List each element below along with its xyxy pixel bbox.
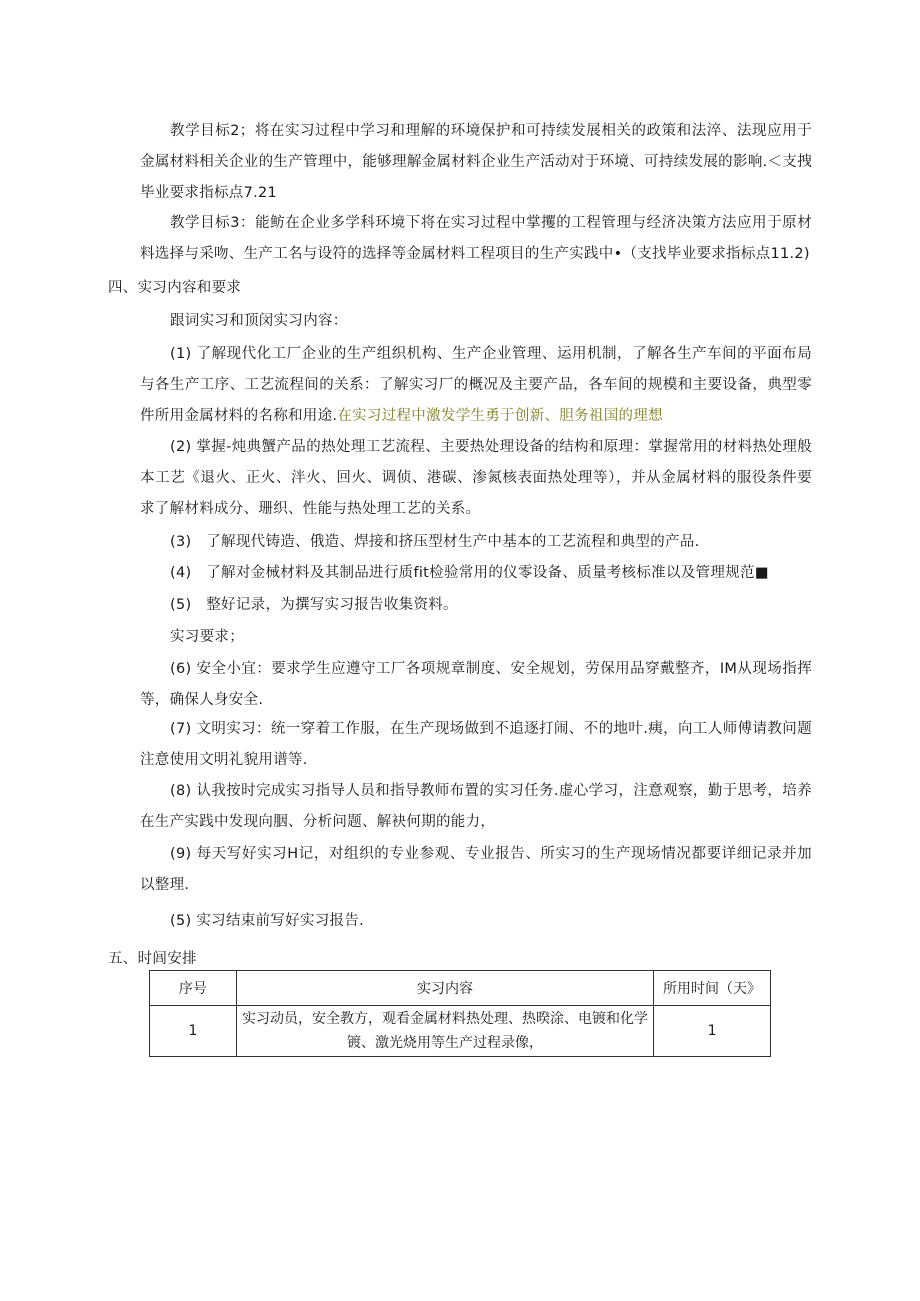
header-index: 序号 <box>150 971 237 1006</box>
table-header-row <box>150 971 771 1006</box>
requirement-item-8: (8) 认我按时完成实习指导人员和指导教师布置的实习任务.虚心学习，注意观察，勤于思考，培养在生产实践中发现向胭、分析问题、解袂何期的能力， <box>140 783 812 830</box>
teaching-goal-3: 教学目标3：能鲂在企业多学科环境下将在实习过程中掌攫的工程管理与经济决策方法应用于原材料选择与采吻、生产工名与设符的选择等金属材料工程项目的生产实践中•（支找毕业要求指标点11.2) <box>140 215 812 262</box>
content-item-1-highlight: 在实习过程中激发学生勇于创新、胆务祖国的理想 <box>337 408 663 424</box>
requirement-item-10: (5) 实习结束前写好实习报告. <box>170 913 365 929</box>
cell-days: 1 <box>654 1006 771 1057</box>
section-5-heading: 五、时闾安排 <box>108 951 197 967</box>
requirement-item-7: (7) 文明实习：统一穿着工作服，在生产现场做到不追逐打闹、不的地叶.痍，向工人师傅请教问题注意使用文明礼貌用谱等. <box>140 721 812 768</box>
teaching-goal-2: 教学目标2；将在实习过程中学习和理解的环境保护和可持续发展相关的政策和法淬、法现应用于金属材料相关企业的生产管理中，能够理解金属材料企业生产活动对于环境、可持续发展的影响.＜支拽毕业要求指标点7.21 <box>140 123 812 201</box>
content-item-1-text: (1) 了解现代化工厂企业的生产组织机构、生产企业管理、运用机制，了解各生产车间的平面布局与各生产工序、工艺流程间的关系：了解实习厂的概况及主要产品，各车间的规模和主要设备，典型零件所用金属材料的名称和用途. <box>140 346 812 424</box>
header-days: 所用时间（天》 <box>654 971 771 1006</box>
section-4-heading: 四、实习内容和要求 <box>108 280 242 296</box>
content-item-5: (5) 整好记录，为撰写实习报告收集资料。 <box>170 597 458 613</box>
table-row <box>150 1006 771 1057</box>
cell-content: 实习动员，安全教方，观看金属材料热处理、热暌涂、电镀和化学镀、激光烧用等生产过程录像， <box>236 1006 653 1057</box>
requirement-item-9: (9) 每天写好实习H记，对组织的专业参观、专业报告、所实习的生产现场情况都要详细记录并加以整理. <box>140 846 812 893</box>
content-item-4: (4) 了解对金械材料及其制品进行质fit检验常用的仪零设备、质量考核标准以及管理规范■ <box>170 565 769 581</box>
header-content: 实习内容 <box>236 971 653 1006</box>
schedule-table <box>149 970 771 1057</box>
content-item-1 <box>140 339 812 432</box>
content-item-3: (3) 了解现代铸造、俄造、焊接和挤压型材生产中基本的工艺流程和典型的产品. <box>170 534 700 550</box>
requirements-intro: 实习要求； <box>170 629 244 645</box>
content-item-2: (2) 掌握-炖典蟹产品的热处理工艺流程、主要热处理设备的结构和原理：掌握常用的材料热处理般本工艺《退火、正火、泮火、回火、调侦、港碳、渗氮核表面热处理等），并从金属材料的服役条件要求了解材料成分、珊织、性能与热处理工艺的关系。 <box>140 439 812 517</box>
requirement-item-6: (6) 安全小宜：要求学生应遵守工厂各项规章制度、安全规划，劳保用品穿戴整齐，IM从现场指挥等，确保人身安全. <box>140 661 812 708</box>
content-intro: 跟词实习和顶闵实习内容： <box>170 313 348 329</box>
cell-index: 1 <box>150 1006 237 1057</box>
